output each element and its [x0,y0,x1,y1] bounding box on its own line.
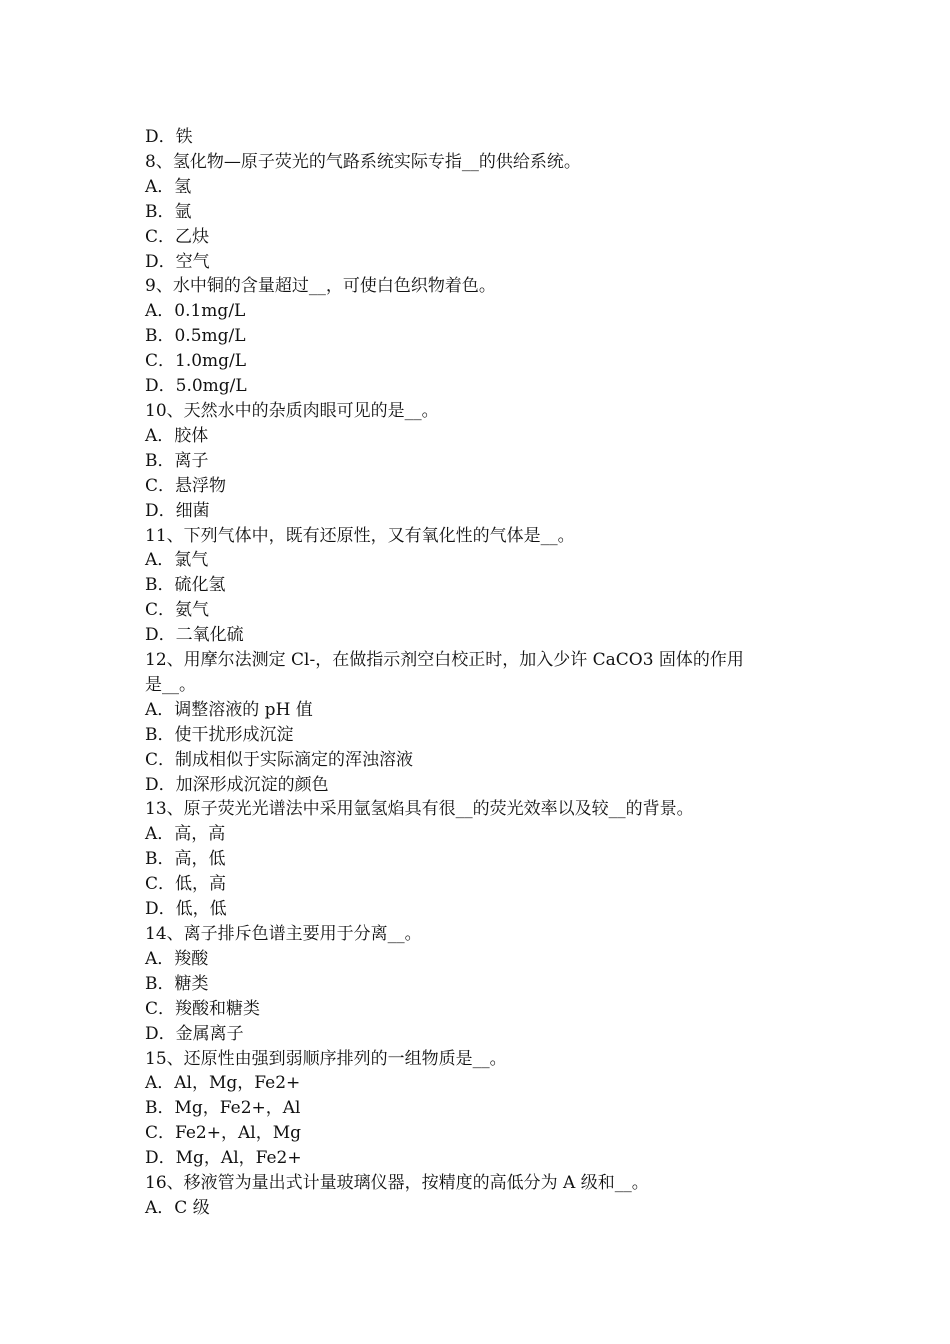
option-line: B．氩 [145,201,192,222]
option-line: B．0.5mg/L [145,326,246,347]
option-line: D．Mg，Al，Fe2+ [145,1148,302,1169]
question-line: 11、下列气体中，既有还原性，又有氧化性的气体是__。 [145,525,575,546]
option-line: B．高，低 [145,849,226,870]
option-line: D．二氧化硫 [145,625,244,646]
option-line: C．羧酸和糖类 [145,998,261,1019]
option-line: D．5.0mg/L [145,376,247,397]
question-line: 14、离子排斥色谱主要用于分离__。 [145,924,422,944]
option-line: A．Al，Mg，Fe2+ [145,1073,301,1094]
option-line: D．金属离子 [145,1023,244,1044]
option-line: D．细菌 [145,500,210,521]
option-line: D．低，低 [145,899,227,920]
option-line: A．氯气 [145,550,209,571]
question-line: 15、还原性由强到弱顺序排列的一组物质是__。 [145,1048,507,1069]
option-line: C．氨气 [145,600,210,621]
option-line: B．使干扰形成沉淀 [145,724,294,745]
question-line: 8、氢化物—原子荧光的气路系统实际专指__的供给系统。 [145,151,581,172]
option-line: C．制成相似于实际滴定的浑浊溶液 [145,749,414,770]
option-line: B．硫化氢 [145,575,226,596]
question-line: 12、用摩尔法测定 Cl-，在做指示剂空白校正时，加入少许 CaCO3 固体的作用 [145,650,744,671]
option-line: B．离子 [145,450,209,471]
option-line: C．乙炔 [145,226,210,247]
question-line-continued: 是__。 [145,674,196,695]
question-line: 9、水中铜的含量超过__，可使白色织物着色。 [145,276,496,297]
option-line: A．0.1mg/L [145,301,246,322]
option-line: A．C 级 [145,1197,210,1218]
option-line: D．加深形成沉淀的颜色 [145,774,329,795]
option-line: D．空气 [145,251,210,272]
option-line: C．Fe2+，Al，Mg [145,1123,301,1144]
question-line: 13、原子荧光光谱法中采用氩氢焰具有很__的荧光效率以及较__的背景。 [145,799,694,820]
document-body [145,125,810,1221]
option-line: B．糖类 [145,973,209,994]
question-line: 16、移液管为量出式计量玻璃仪器，按精度的高低分为 A 级和__。 [145,1173,649,1194]
option-line: D．铁 [145,127,193,147]
option-line: A．胶体 [145,425,209,446]
option-line: A．调整溶液的 pH 值 [145,699,313,720]
question-line: 10、天然水中的杂质肉眼可见的是__。 [145,400,439,421]
option-line: A．氢 [145,176,192,197]
option-line: C．1.0mg/L [145,351,247,372]
option-line: A．高，高 [145,824,226,845]
option-line: C．低，高 [145,874,227,895]
option-line: C．悬浮物 [145,475,227,496]
option-line: B．Mg，Fe2+，Al [145,1098,301,1119]
option-line: A．羧酸 [145,948,209,969]
